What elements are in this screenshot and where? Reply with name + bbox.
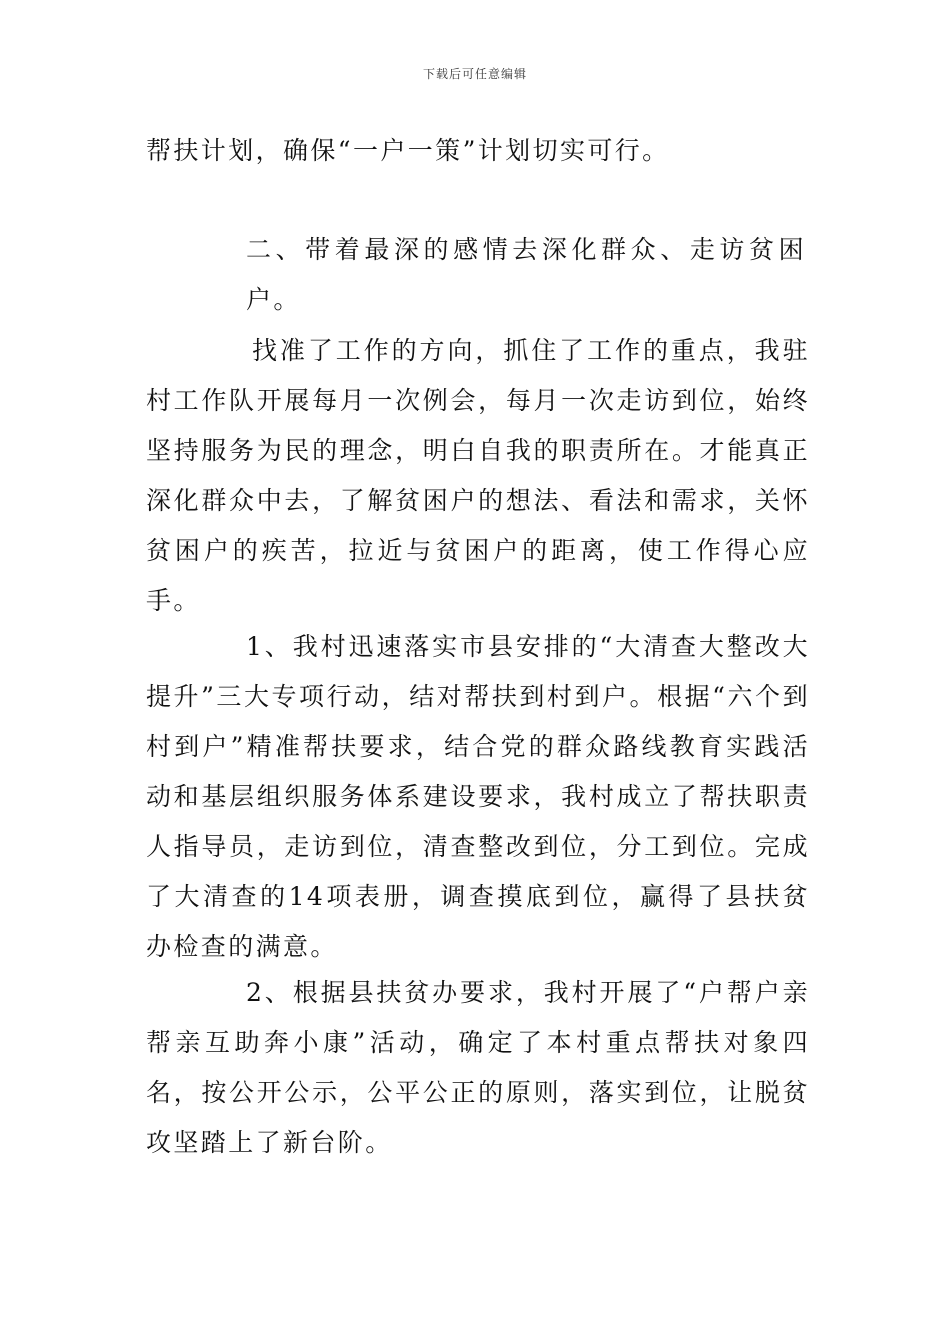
page-header-note: 下载后可任意编辑 bbox=[422, 67, 527, 81]
paragraph-item-2: 2、根据县扶贫办要求，我村开展了“户帮户亲帮亲互助奔小康”活动，确定了本村重点帮扶对象四名，按公开公示，公平公正的原则，落实到位，让脱贫攻坚踏上了新台阶。 bbox=[146, 978, 810, 1157]
paragraph-continuation: 帮扶计划，确保“一户一策”计划切实可行。 bbox=[146, 136, 670, 165]
section-heading: 二、带着最深的感情去深化群众、走访贫困户。 bbox=[246, 235, 806, 314]
paragraph-body: 找准了工作的方向，抓住了工作的重点，我驻村工作队开展每月一次例会，每月一次走访到位，始终坚持服务为民的理念，明白自我的职责所在。才能真正深化群众中去，了解贫困户的想法、看法和需求，关怀贫困户的疾苦，拉近与贫困户的距离，使工作得心应手。 bbox=[146, 336, 810, 615]
paragraph-item-1: 1、我村迅速落实市县安排的“大清查大整改大提升”三大专项行动，结对帮扶到村到户。根据“六个到村到户”精准帮扶要求，结合党的群众路线教育实践活动和基层组织服务体系建设要求，我村成立了帮扶职责人指导员，走访到位，清查整改到位，分工到位。完成了大清查的14项表册，调查摸底到位，赢得了县扶贫办检查的满意。 bbox=[146, 632, 810, 961]
